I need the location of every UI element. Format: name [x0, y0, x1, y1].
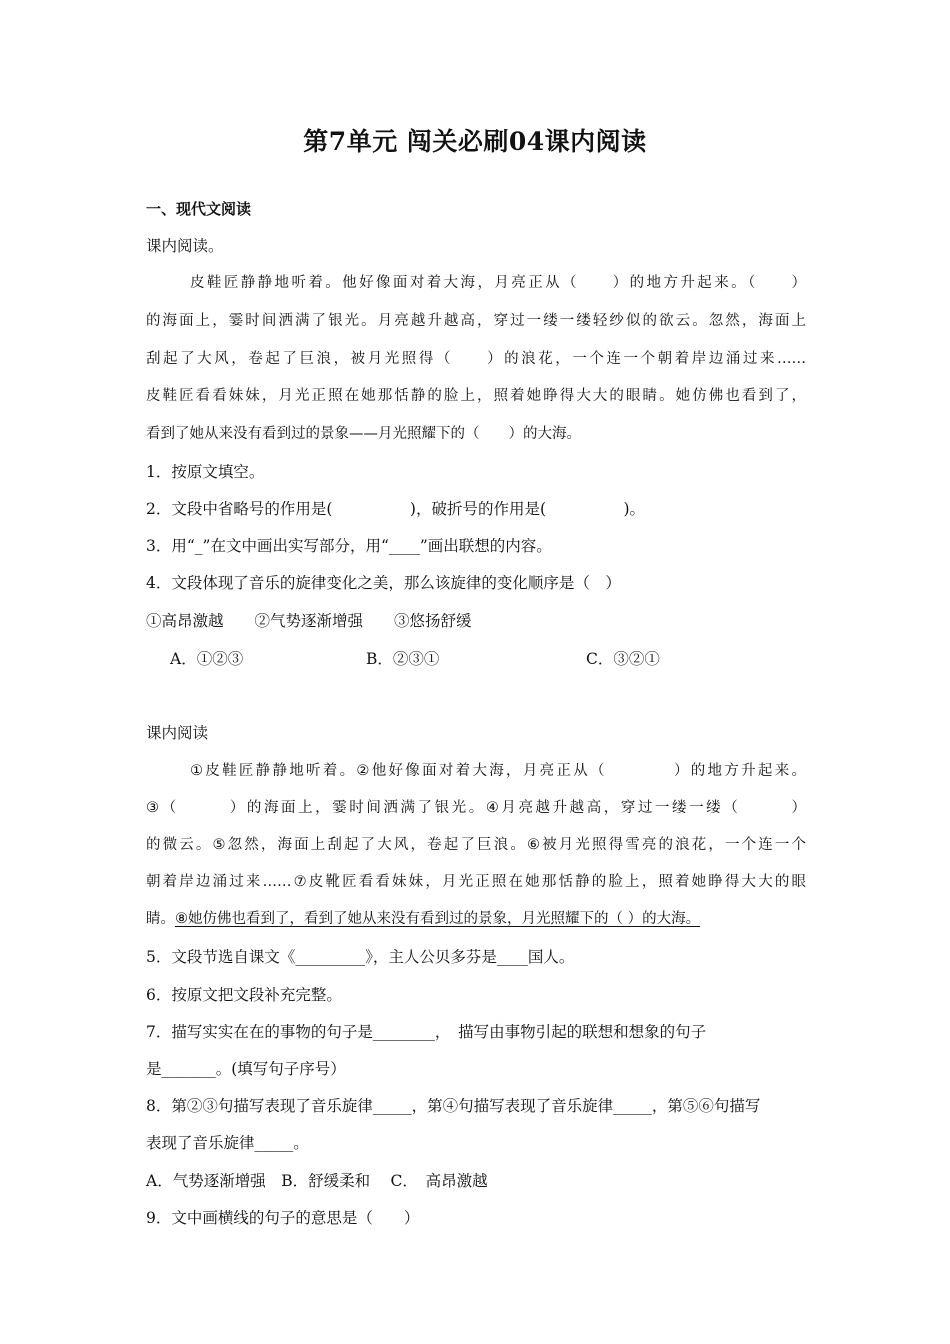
choice-c[interactable]: C．③②①: [586, 650, 660, 668]
passage-line: 皮鞋匠看看妹妹，月光正照在她那恬静的脸上，照着她睁得大大的眼睛。她仿佛也看到了，: [146, 388, 806, 404]
passage-line: [146, 908, 700, 930]
passage-line: ①皮鞋匠静静地听着。②他好像面对着大海，月亮正从（ ）的地方升起来。: [190, 763, 806, 779]
passage-line: ③（ ）的海面上，霎时间洒满了银光。④月亮越升越高，穿过一缕一缕（ ）: [146, 800, 806, 816]
passage-line: 看到了她从来没有看到过的景象——月光照耀下的（ ）的大海。: [146, 426, 581, 442]
passage-line: 的微云。⑤忽然，海面上刮起了大风，卷起了巨浪。⑥被月光照得雪亮的浪花，一个连一个: [146, 837, 806, 853]
choice-a[interactable]: A．①②③: [170, 650, 244, 668]
passage-text: 睛。: [146, 911, 175, 927]
question-4: 4．文段体现了音乐的旋律变化之美，那么该旋律的变化顺序是（ ）: [146, 574, 621, 592]
section-heading: 一、现代文阅读: [146, 200, 252, 218]
question-9: 9．文中画横线的句子的意思是（ ）: [146, 1209, 420, 1227]
page-title: 第7单元 闯关必刷04课内阅读: [303, 127, 647, 156]
reading-label: 课内阅读: [146, 724, 209, 742]
question-3: 3．用“_”在文中画出实写部分，用“____”画出联想的内容。: [146, 537, 552, 555]
option-list: ①高昂激越 ②气势逐渐增强 ③悠扬舒缓: [146, 612, 472, 630]
question-6: 6．按原文把文段补充完整。: [146, 986, 342, 1004]
question-8: 8．第②③句描写表现了音乐旋律_____，第④句描写表现了音乐旋律_____，第⑤⑥句描写: [146, 1097, 761, 1115]
question-8-choices: A．气势逐渐增强 B．舒缓柔和 C． 高昂激越: [146, 1172, 488, 1190]
question-7: 7．描写实实在在的事物的句子是________， 描写由事物引起的联想和想象的句子: [146, 1023, 707, 1041]
underlined-sentence: ⑧她仿佛也看到了，看到了她从来没有看到过的景象，月光照耀下的（ ）的大海。: [175, 911, 701, 927]
passage-line: 的海面上，霎时间洒满了银光。月亮越升越高，穿过一缕一缕轻纱似的欲云。忽然，海面上: [146, 313, 806, 329]
question-7-continued: 是_______。(填写句子序号）: [146, 1060, 346, 1078]
question-2: 2．文段中省略号的作用是( )，破折号的作用是( )。: [146, 500, 646, 518]
question-1: 1．按原文填空。: [146, 463, 265, 481]
question-8-continued: 表现了音乐旋律_____。: [146, 1134, 309, 1152]
passage-line: 朝着岸边涌过来……⑦皮靴匠看看妹妹，月光正照在她那恬静的脸上，照着她睁得大大的眼: [146, 874, 806, 890]
question-5: 5．文段节选自课文《_________》，主人公贝多芬是____国人。: [146, 948, 575, 966]
choice-b[interactable]: B．②③①: [366, 650, 440, 668]
passage-line: 皮鞋匠静静地听着。他好像面对着大海，月亮正从（ ）的地方升起来。（ ）: [190, 275, 806, 291]
reading-label: 课内阅读。: [146, 237, 224, 255]
passage-line: 刮起了大风，卷起了巨浪，被月光照得（ ）的浪花，一个连一个朝着岸边涌过来……: [146, 351, 806, 367]
